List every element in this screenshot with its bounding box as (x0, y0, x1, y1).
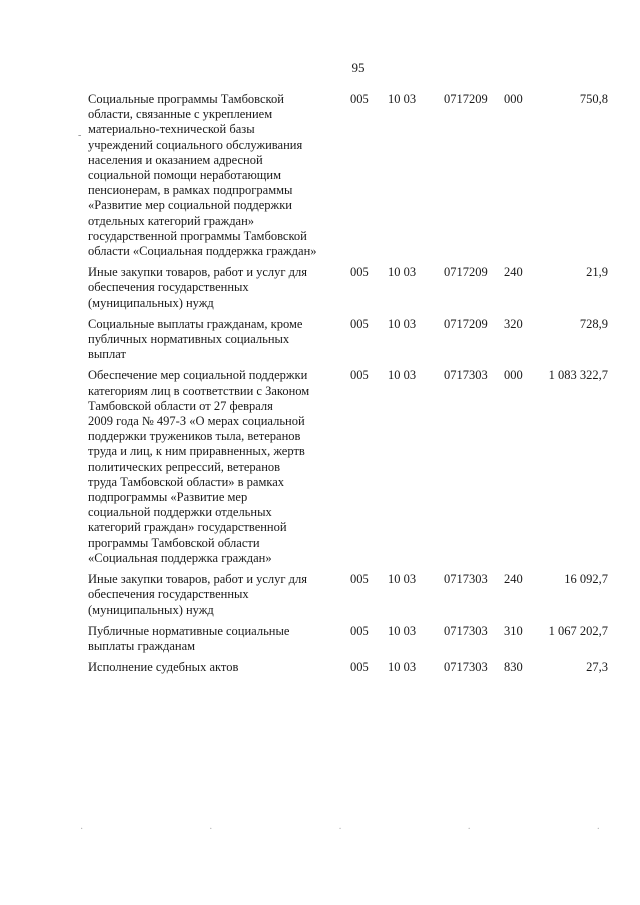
ministry-code: 005 (350, 265, 369, 280)
ministry-code: 005 (350, 92, 369, 106)
ministry-code: 005 (350, 572, 369, 587)
expense-type-code: 320 (504, 316, 523, 331)
target-code: 0717303 (444, 623, 488, 638)
expense-type-code: 000 (504, 368, 523, 383)
table-row (88, 317, 608, 363)
table-row (88, 572, 608, 618)
section-code: 10 03 (388, 572, 417, 587)
section-code: 10 03 (388, 660, 417, 675)
table-row (88, 660, 608, 675)
row-description: Иные закупки товаров, работ и услуг для обеспечения государственных (муниципальных) нужд (88, 265, 308, 310)
section-code: 10 03 (388, 265, 417, 280)
scan-mark: · (596, 824, 600, 835)
table-row (88, 368, 608, 566)
amount: 1 067 202,7 (548, 623, 608, 638)
section-code: 10 03 (388, 368, 417, 383)
table-row (88, 624, 608, 654)
expense-type-code: 000 (504, 92, 523, 106)
expense-type-code: 240 (504, 265, 523, 280)
section-code: 10 03 (388, 316, 417, 331)
scan-mark: · (338, 824, 342, 835)
table-row (88, 92, 608, 259)
margin-mark: - (78, 130, 82, 141)
row-description: Обеспечение мер социальной поддержки категориям лиц в соответствии с Законом Тамбовской области от 27 февраля 2009 года № 497-З «О мерах социальной поддержки тружеников тыла, ветеранов труда и лиц, к ним приравненных, жертв политических репрессий, ветеранов труда Тамбовской области» в рамках подпрограммы «Развитие мер социальной поддержки отдельных категорий граждан» государственной программы Тамбовской области «Социальная поддержка граждан» (88, 368, 310, 565)
amount: 728,9 (579, 316, 608, 331)
amount: 1 083 322,7 (548, 368, 608, 383)
amount: 750,8 (579, 92, 608, 106)
expense-type-code: 830 (504, 660, 523, 675)
target-code: 0717303 (444, 572, 488, 587)
expense-type-code: 310 (504, 623, 523, 638)
row-description: Публичные нормативные социальные выплаты гражданам (88, 623, 290, 653)
page-number: 95 (351, 60, 365, 75)
budget-table (88, 92, 608, 681)
ministry-code: 005 (350, 623, 369, 638)
row-description: Исполнение судебных актов (88, 660, 239, 675)
scan-mark: · (467, 824, 471, 835)
bottom-scan-marks (80, 824, 600, 835)
row-description: Иные закупки товаров, работ и услуг для обеспечения государственных (муниципальных) нужд (88, 572, 308, 617)
section-code: 10 03 (388, 92, 417, 106)
expense-type-code: 240 (504, 572, 523, 587)
amount: 27,3 (586, 660, 608, 675)
ministry-code: 005 (350, 660, 369, 675)
scan-mark: · (209, 824, 213, 835)
amount: 21,9 (586, 265, 608, 280)
target-code: 0717209 (444, 265, 488, 280)
row-description: Социальные выплаты гражданам, кроме публичных нормативных социальных выплат (88, 316, 303, 362)
ministry-code: 005 (350, 316, 369, 331)
table-row (88, 265, 608, 311)
row-description: Социальные программы Тамбовской области, связанные с укреплением материально-технической базы учреждений социального обслуживания населения и оказанием адресной социальной помощи неработающим пенсионерам, в рамках подпрограммы «Развитие мер социальной поддержки отдельных категорий граждан» государственной программы Тамбовской области «Социальная поддержка граждан» (88, 92, 317, 259)
target-code: 0717209 (444, 316, 488, 331)
amount: 16 092,7 (564, 572, 608, 587)
section-code: 10 03 (388, 623, 417, 638)
target-code: 0717303 (444, 368, 488, 383)
scan-mark: · (80, 824, 84, 835)
target-code: 0717209 (444, 92, 488, 106)
target-code: 0717303 (444, 660, 488, 675)
ministry-code: 005 (350, 368, 369, 383)
